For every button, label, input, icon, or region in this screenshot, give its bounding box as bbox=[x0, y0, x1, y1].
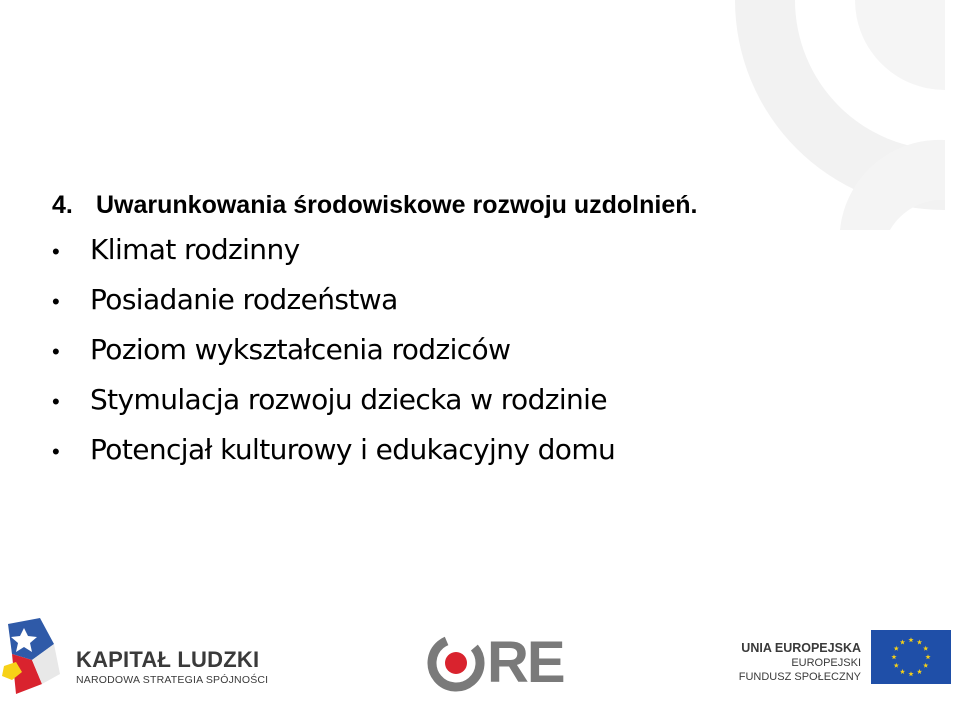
kapital-ludzki-text bbox=[76, 648, 268, 686]
heading-text: Uwarunkowania środowiskowe rozwoju uzdolnień. bbox=[96, 191, 698, 219]
eu-union-label: UNIA EUROPEJSKA bbox=[741, 641, 861, 655]
ore-logo bbox=[427, 630, 564, 695]
kapital-ludzki-logo-icon bbox=[2, 614, 62, 698]
kapital-ludzki-title: KAPITAŁ LUDZKI bbox=[76, 647, 260, 672]
bullet-marker: • bbox=[52, 389, 60, 414]
bullet-marker: • bbox=[52, 339, 60, 364]
list-item bbox=[52, 426, 932, 476]
list-item bbox=[52, 326, 932, 376]
bullet-marker: • bbox=[52, 289, 60, 314]
bullet-text: Klimat rodzinny bbox=[90, 233, 300, 266]
slide-heading bbox=[52, 188, 932, 222]
kapital-ludzki-subtitle: NARODOWA STRATEGIA SPÓJNOŚCI bbox=[76, 674, 269, 686]
bullet-text: Potencjał kulturowy i edukacyjny domu bbox=[90, 433, 616, 466]
list-item bbox=[52, 276, 932, 326]
eu-text bbox=[739, 640, 861, 684]
bullet-text: Stymulacja rozwoju dziecka w rodzinie bbox=[90, 383, 607, 416]
bullet-list bbox=[52, 226, 932, 476]
list-item bbox=[52, 226, 932, 276]
eu-fund-line1: EUROPEJSKI bbox=[791, 657, 861, 669]
bullet-marker: • bbox=[52, 439, 60, 464]
eu-fund-line2: FUNDUSZ SPOŁECZNY bbox=[738, 671, 861, 683]
ore-logo-text: RE bbox=[487, 630, 564, 695]
slide-content bbox=[52, 188, 932, 476]
ore-circle-icon bbox=[427, 634, 487, 694]
bullet-marker: • bbox=[52, 239, 60, 264]
footer-logos bbox=[0, 610, 959, 705]
list-item bbox=[52, 376, 932, 426]
bullet-text: Poziom wykształcenia rodziców bbox=[90, 333, 511, 366]
bullet-text: Posiadanie rodzeństwa bbox=[90, 283, 398, 316]
eu-flag-icon bbox=[871, 630, 951, 684]
heading-number: 4. bbox=[52, 191, 73, 219]
